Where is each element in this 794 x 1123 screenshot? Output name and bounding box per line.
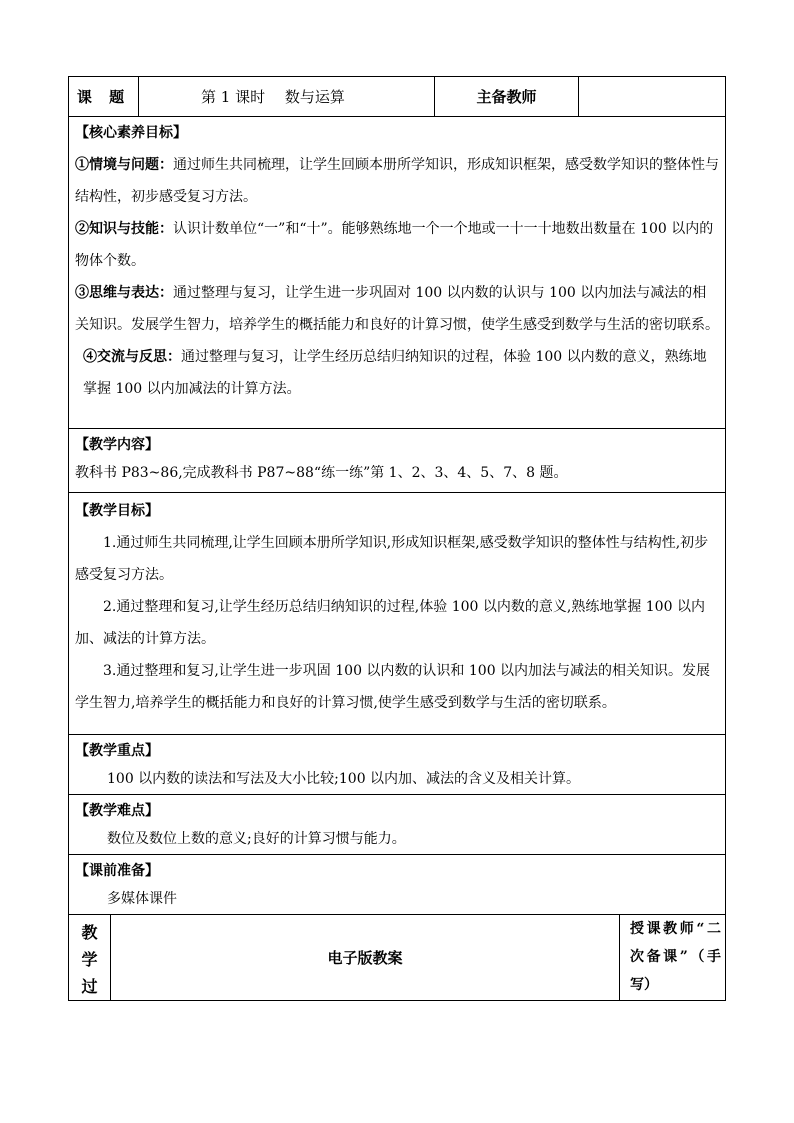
objective-item: 1.通过师生共同梳理,让学生回顾本册所学知识,形成知识框架,感受数学知识的整体性与结构性,初步感受复习方法。 — [75, 535, 709, 583]
teacher-value — [579, 77, 725, 116]
header-row — [68, 76, 726, 117]
lesson-plan-table — [68, 76, 726, 1001]
process-right-label: 授课教师“二次备课”（手写） — [630, 921, 721, 993]
core-goals-title: 【核心素养目标】 — [75, 125, 187, 141]
teacher-label: 主备教师 — [435, 77, 579, 116]
key-points-text: 100 以内数的读法和写法及大小比较;100 以内加、减法的含义及相关计算。 — [107, 771, 581, 787]
difficulties-text: 数位及数位上数的意义;良好的计算习惯与能力。 — [107, 831, 406, 847]
objectives-title: 【教学目标】 — [75, 503, 159, 519]
key-points-section — [68, 735, 726, 795]
core-goal-item: ④交流与反思：通过整理与复习，让学生经历总结归纳知识的过程，体验 100 以内数的意义，熟练地掌握 100 以内加减法的计算方法。 — [83, 349, 707, 397]
preparation-title: 【课前准备】 — [75, 863, 159, 879]
core-goal-item: ①情境与问题：通过师生共同梳理，让学生回顾本册所学知识，形成知识框架，感受数学知识的整体性与结构性，初步感受复习方法。 — [75, 157, 719, 205]
core-goals-section — [68, 117, 726, 429]
process-side-char: 学 — [81, 950, 98, 969]
objective-item: 3.通过整理和复习,让学生进一步巩固 100 以内数的认识和 100 以内加法与减法的相关知识。发展学生智力,培养学生的概括能力和良好的计算习惯,使学生感受到数学与生活的密切联系。 — [75, 663, 711, 711]
process-center-label: 电子版教案 — [111, 915, 620, 1000]
process-row — [68, 915, 726, 1001]
core-goal-item: ③思维与表达：通过整理与复习，让学生进一步巩固对 100 以内数的认识与 100 以内加法与减法的相关知识。发展学生智力，培养学生的概括能力和良好的计算习惯，使学生感受到数学与生活的密切联系。 — [75, 285, 719, 333]
process-side-label — [69, 915, 111, 1000]
process-side-char: 教 — [81, 923, 98, 942]
topic-value: 第 1 课时 数与运算 — [139, 77, 435, 116]
topic-label: 课 题 — [69, 77, 139, 116]
content-text: 教科书 P83~86,完成教科书 P87~88“练一练”第 1、2、3、4、5、7、8 题。 — [75, 465, 568, 481]
process-side-char: 过 — [81, 977, 98, 996]
objective-item: 2.通过整理和复习,让学生经历总结归纳知识的过程,体验 100 以内数的意义,熟练地掌握 100 以内加、减法的计算方法。 — [75, 599, 705, 647]
content-title: 【教学内容】 — [75, 437, 159, 453]
preparation-text: 多媒体课件 — [107, 891, 177, 907]
difficulties-title: 【教学难点】 — [75, 803, 159, 819]
content-section — [68, 429, 726, 493]
key-points-title: 【教学重点】 — [75, 743, 159, 759]
core-goal-item: ②知识与技能：认识计数单位“一”和“十”。能够熟练地一个一个地或一十一十地数出数量在 100 以内的物体个数。 — [75, 221, 714, 269]
difficulties-section — [68, 795, 726, 855]
preparation-section — [68, 855, 726, 915]
objectives-section — [68, 493, 726, 735]
